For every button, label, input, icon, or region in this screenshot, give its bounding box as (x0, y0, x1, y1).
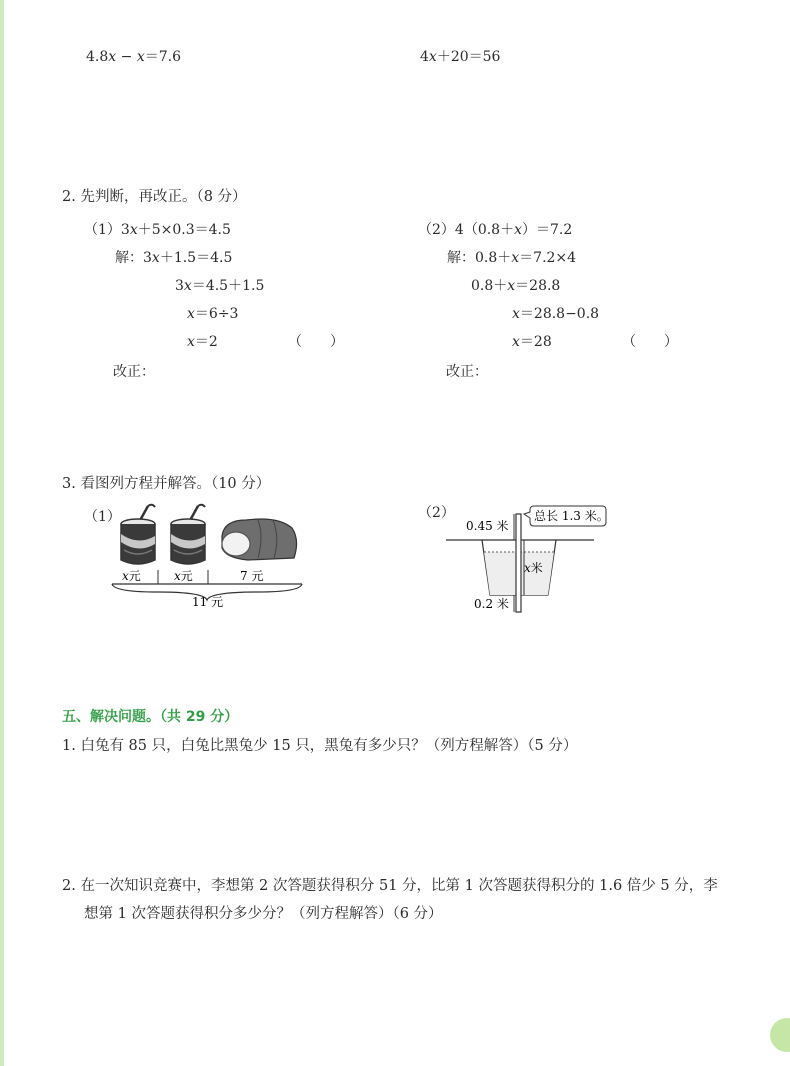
q2-p1-solution-3: x＝6÷3 (187, 306, 239, 322)
q2-title: 2. 先判断，再改正。（8 分） (62, 189, 247, 205)
pole (516, 514, 521, 612)
q2-p1-solution-1: 解：3x＋1.5＝4.5 (115, 250, 233, 266)
q2-p2-solution-4: x＝28 (512, 334, 552, 350)
bread-icon (222, 519, 297, 560)
page-number-badge (770, 1018, 790, 1052)
q2-p2-solution-3: x＝28.8−0.8 (512, 306, 600, 322)
section-5-question-2-line-1: 2. 在一次知识竞赛中，李想第 2 次答题获得积分 51 分，比第 1 次答题获得积分的 1.6 倍少 5 分，李 (62, 878, 718, 894)
page-edge-strip (0, 0, 4, 1066)
drink-can-2-icon (171, 505, 205, 564)
can1-price-label: x元 (122, 569, 141, 583)
q2-p2-solution-1: 解：0.8＋x＝7.2×4 (447, 250, 577, 266)
total-length-callout-text: 总长 1.3 米。 (534, 509, 609, 523)
q2-p2-correction-label: 改正： (446, 364, 488, 380)
q2-p1-correction-label: 改正： (113, 364, 155, 380)
q2-p1-solution-2: 3x＝4.5＋1.5 (175, 278, 265, 294)
q2-p2-solution-2: 0.8＋x＝28.8 (471, 278, 561, 294)
can2-price-label: x元 (174, 569, 193, 583)
drinks-and-bread-figure (108, 498, 308, 610)
total-price-label: 11 元 (192, 595, 224, 609)
equation-top-right: 4x＋20＝56 (420, 49, 501, 65)
section-5-question-2-line-2: 想第 1 次答题获得积分多少分？（列方程解答）（6 分） (84, 906, 443, 922)
q3-p2-label: （2） (418, 505, 455, 521)
q2-p1-judge-blank[interactable]: （ ） (288, 334, 344, 350)
q2-p1-solution-4: x＝2 (187, 334, 218, 350)
section-5-question-1: 1. 白兔有 85 只，白兔比黑兔少 15 只，黑兔有多少只？（列方程解答）（5 分） (62, 738, 578, 754)
bottom-length-label: 0.2 米 (474, 597, 509, 611)
q3-title: 3. 看图列方程并解答。（10 分） (62, 476, 271, 492)
q2-p1-problem: （1）3x＋5×0.3＝4.5 (84, 222, 231, 238)
section-5-title: 五、解决问题。（共 29 分） (62, 709, 239, 725)
q2-p2-judge-blank[interactable]: （ ） (622, 334, 678, 350)
bread-price-label: 7 元 (240, 569, 264, 583)
drink-can-1-icon (121, 505, 155, 564)
top-length-label: 0.45 米 (466, 519, 509, 533)
pole-in-water-figure (444, 500, 614, 616)
q3-p1-label: （1） (84, 509, 121, 525)
q2-p2-problem: （2）4（0.8＋x）＝7.2 (418, 222, 573, 238)
equation-top-left: 4.8x − x＝7.6 (86, 49, 181, 65)
middle-length-label: x米 (524, 561, 543, 575)
